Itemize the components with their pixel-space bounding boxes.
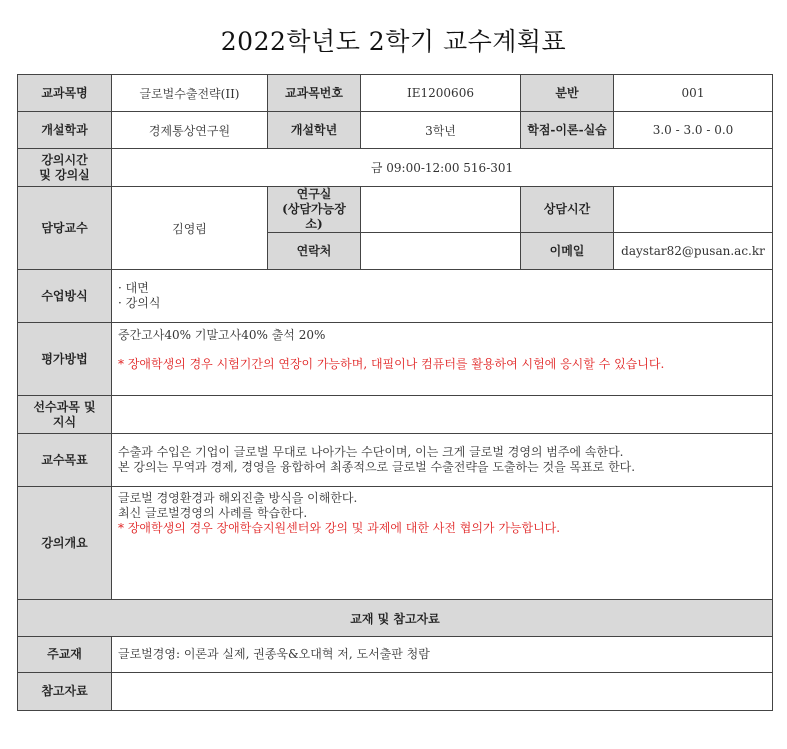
office-value — [361, 187, 521, 233]
time-label — [18, 149, 112, 187]
syllabus-table — [17, 74, 773, 711]
reference-value — [112, 673, 773, 711]
eval-label: 평가방법 — [18, 323, 112, 396]
overview-label: 강의개요 — [18, 487, 112, 600]
email-value: daystar82@pusan.ac.kr — [614, 233, 773, 270]
overview-line: 최신 글로벌경영의 사례를 학습한다. — [118, 506, 308, 520]
dept-value: 경제통상연구원 — [112, 112, 268, 149]
prereq-label-line1: 선수과목 및 — [33, 399, 96, 414]
materials-header: 교재 및 참고자료 — [18, 600, 773, 637]
method-item: · 대면 — [118, 281, 149, 295]
method-label: 수업방식 — [18, 270, 112, 323]
row-course — [18, 75, 773, 112]
office-label-line1: 연구실 — [296, 187, 332, 201]
time-value: 금 09:00-12:00 516-301 — [112, 149, 773, 187]
reference-label: 참고자료 — [18, 673, 112, 711]
hours-label: 상담시간 — [521, 187, 614, 233]
office-label — [268, 187, 361, 233]
prereq-label-line2: 지식 — [52, 414, 77, 429]
eval-note: * 장애학생의 경우 시험기간의 연장이 가능하며, 대필이나 컴퓨터를 활용하여 시험에 응시할 수 있습니다. — [118, 357, 665, 371]
row-materials-header — [18, 600, 773, 637]
row-prereq — [18, 396, 773, 434]
overview-line: 글로벌 경영환경과 해외진출 방식을 이해한다. — [118, 491, 358, 505]
method-value — [112, 270, 773, 323]
credit-value: 3.0 - 3.0 - 0.0 — [614, 112, 773, 149]
row-dept — [18, 112, 773, 149]
course-code-label: 교과목번호 — [268, 75, 361, 112]
contact-value — [361, 233, 521, 270]
textbook-value: 글로벌경영: 이론과 실제, 권종욱&오대혁 저, 도서출판 청람 — [112, 637, 773, 673]
row-time — [18, 149, 773, 187]
overview-value — [112, 487, 773, 600]
section-label: 분반 — [521, 75, 614, 112]
year-value: 3학년 — [361, 112, 521, 149]
page-title: 2022학년도 2학기 교수계획표 — [220, 27, 567, 56]
prof-label: 담당교수 — [18, 187, 112, 270]
hours-value — [614, 187, 773, 233]
row-method — [18, 270, 773, 323]
row-goal — [18, 434, 773, 487]
goal-value — [112, 434, 773, 487]
prof-value: 김영림 — [112, 187, 268, 270]
course-name-value: 글로벌수출전략(II) — [112, 75, 268, 112]
eval-text: 중간고사40% 기말고사40% 출석 20% — [118, 328, 326, 342]
office-label-line2: (상담가능장소) — [282, 202, 346, 231]
goal-line: 수출과 수입은 기업이 글로벌 무대로 나아가는 수단이며, 이는 크게 글로벌 경영의 범주에 속한다. — [118, 445, 624, 459]
section-value: 001 — [614, 75, 773, 112]
method-item: · 강의식 — [118, 296, 161, 310]
contact-label: 연락처 — [268, 233, 361, 270]
course-code-value: IE1200606 — [361, 75, 521, 112]
overview-note: * 장애학생의 경우 장애학습지원센터와 강의 및 과제에 대한 사전 협의가 가능합니다. — [118, 521, 561, 535]
textbook-label: 주교재 — [18, 637, 112, 673]
row-overview — [18, 487, 773, 600]
dept-label: 개설학과 — [18, 112, 112, 149]
row-textbook — [18, 637, 773, 673]
prereq-value — [112, 396, 773, 434]
prereq-label — [18, 396, 112, 434]
row-reference — [18, 673, 773, 711]
course-name-label: 교과목명 — [18, 75, 112, 112]
time-label-line2: 및 강의실 — [39, 167, 90, 182]
row-prof — [18, 187, 773, 233]
email-label: 이메일 — [521, 233, 614, 270]
year-label: 개설학년 — [268, 112, 361, 149]
eval-value — [112, 323, 773, 396]
credit-label: 학점-이론-실습 — [521, 112, 614, 149]
goal-line: 본 강의는 무역과 경제, 경영을 융합하여 최종적으로 글로벌 수출전략을 도출하는 것을 목표로 한다. — [118, 460, 636, 474]
goal-label: 교수목표 — [18, 434, 112, 487]
row-eval — [18, 323, 773, 396]
time-label-line1: 강의시간 — [41, 152, 88, 167]
